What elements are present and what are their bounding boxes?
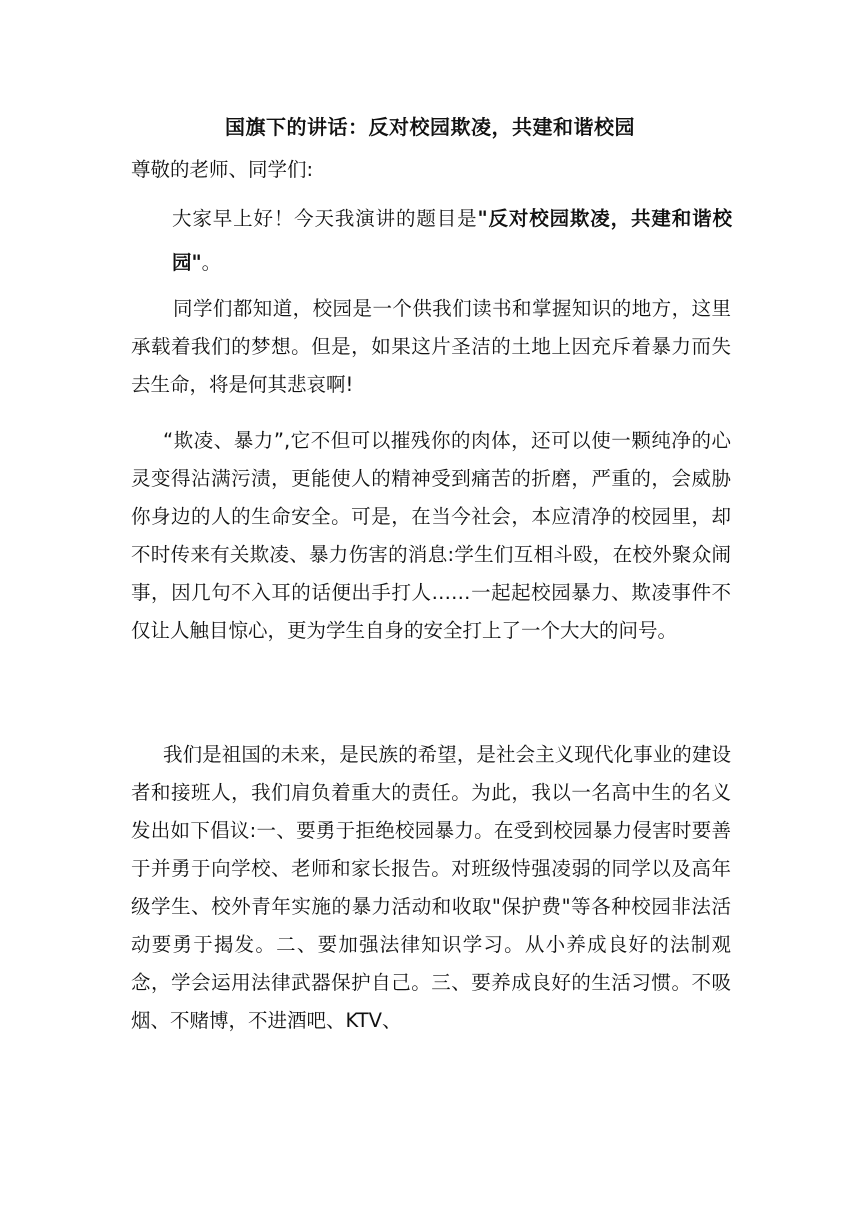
body-paragraph: 我们是祖国的未来，是民族的希望，是社会主义现代化事业的建设者和接班人，我们肩负着重大的责任。为此，我以一名高中生的名义发出如下倡议:一、要勇于拒绝校园暴力。在受到校园暴力侵害时要善于并勇于向学校、老师和家长报告。对班级恃强凌弱的同学以及高年级学生、校外青年实施的暴力活动和收取"保护费"等各种校园非法活动要勇于揭发。二、要加强法律知识学习。从小养成良好的法制观念，学会运用法律武器保护自己。三、要养成良好的生活习惯。不吸烟、不赌博，不进酒吧、KTV、 [131,743,731,1032]
greeting-text: 大家早上好！今天我演讲的题目是 [172,207,478,230]
speech-topic: "反对校园欺凌，共建和谐校园" [172,207,732,274]
greeting-paragraph [172,197,732,285]
greeting-end: 。 [201,251,222,274]
body-paragraph: 同学们都知道，校园是一个供我们读书和掌握知识的地方，这里承载着我们的梦想。但是，如果这片圣洁的土地上因充斥着暴力而失去生命，将是何其悲哀啊! [131,297,731,396]
document-title: 国旗下的讲话：反对校园欺凌，共建和谐校园 [225,115,635,139]
salutation: 尊敬的老师、同学们: [131,158,314,181]
body-paragraph: “欺凌、暴力”,它不但可以摧残你的肉体，还可以使一颗纯净的心灵变得沾满污渍，更能使人的精神受到痛苦的折磨，严重的，会威胁你身边的人的生命安全。可是，在当今社会，本应清净的校园里，却不时传来有关欺凌、暴力伤害的消息:学生们互相斗殴，在校外聚众闹事，因几句不入耳的话便出手打人……一起起校园暴力、欺凌事件不仅让人触目惊心，更为学生自身的安全打上了一个大大的问号。 [131,429,731,642]
